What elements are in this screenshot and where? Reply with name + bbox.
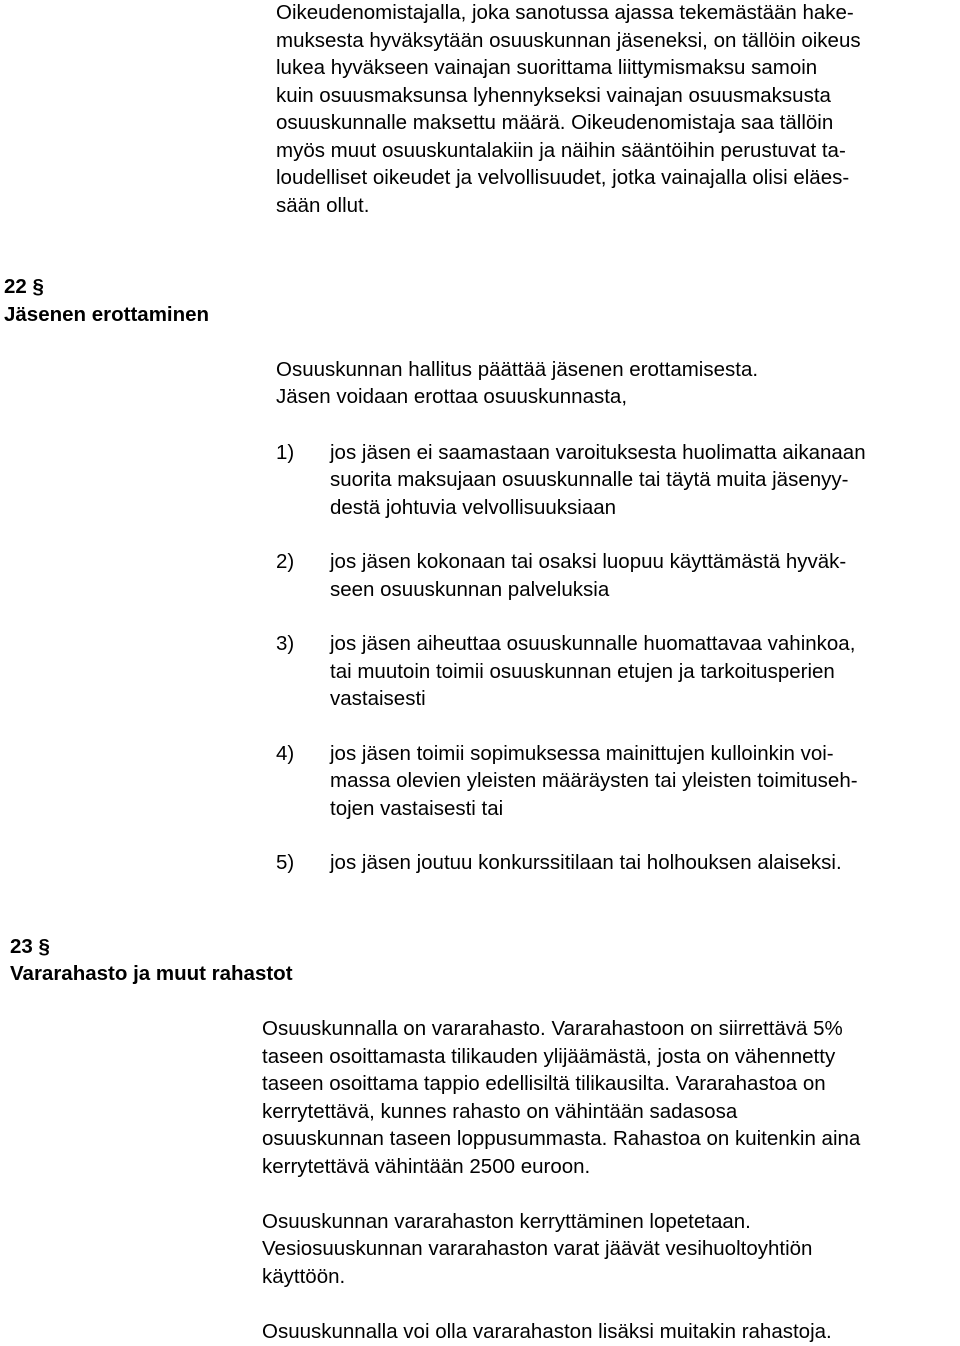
list-item-number: 2) <box>276 550 295 573</box>
text-line: jos jäsen toimii sopimuksessa mainittujen kulloinkin voi- <box>330 742 834 765</box>
text-line: jos jäsen joutuu konkurssitilaan tai holhouksen alaiseksi. <box>330 851 842 874</box>
text-line: kuin osuusmaksunsa lyhennykseksi vainajan osuusmaksusta <box>276 84 831 107</box>
text-line: taseen osoittama tappio edellisiltä tilikausilta. Vararahastoa on <box>262 1072 826 1095</box>
text-line: Jäsen voidaan erottaa osuuskunnasta, <box>276 385 628 408</box>
text-line: Osuuskunnan vararahaston kerryttäminen lopetetaan. <box>262 1210 751 1233</box>
text-line: seen osuuskunnan palveluksia <box>330 578 610 601</box>
text-line: Oikeudenomistajalla, joka sanotussa ajassa tekemästään hake- <box>276 1 854 24</box>
text-line: Osuuskunnalla on vararahasto. Vararahastoon on siirrettävä 5% <box>262 1017 843 1040</box>
text-line: vastaisesti <box>330 687 426 710</box>
text-line: massa olevien yleisten määräysten tai yleisten toimituseh- <box>330 769 858 792</box>
list-item-number: 3) <box>276 632 295 655</box>
list-item-number: 1) <box>276 441 295 464</box>
text-line: kerrytettävä vähintään 2500 euroon. <box>262 1155 591 1178</box>
list-item-number: 5) <box>276 851 295 874</box>
text-line: jos jäsen aiheuttaa osuuskunnalle huomattavaa vahinkoa, <box>330 632 856 655</box>
list-item-number: 4) <box>276 742 295 765</box>
text-line: muksesta hyväksytään osuuskunnan jäseneksi, on tällöin oikeus <box>276 29 861 52</box>
section-number: 23 § <box>10 935 50 958</box>
text-line: taseen osoittamasta tilikauden ylijäämästä, josta on vähennetty <box>262 1045 836 1068</box>
text-line: sään ollut. <box>276 194 370 217</box>
text-line: destä johtuvia velvollisuuksiaan <box>330 496 617 519</box>
text-line: Osuuskunnan hallitus päättää jäsenen erottamisesta. <box>276 358 759 381</box>
text-line: lukea hyväkseen vainajan suorittama liittymismaksu samoin <box>276 56 818 79</box>
text-line: jos jäsen ei saamastaan varoituksesta huolimatta aikanaan <box>330 441 866 464</box>
text-line: käyttöön. <box>262 1265 346 1288</box>
section-title: Jäsenen erottaminen <box>4 303 210 326</box>
text-line: jos jäsen kokonaan tai osaksi luopuu käyttämästä hyväk- <box>330 550 847 573</box>
text-line: loudelliset oikeudet ja velvollisuudet, jotka vainajalla olisi eläes- <box>276 166 850 189</box>
text-line: tojen vastaisesti tai <box>330 797 504 820</box>
text-line: Osuuskunnalla voi olla vararahaston lisäksi muitakin rahastoja. <box>262 1320 832 1343</box>
text-line: suorita maksujaan osuuskunnalle tai täytä muita jäsenyy- <box>330 468 849 491</box>
text-line: myös muut osuuskuntalakiin ja näihin sääntöihin perustuvat ta- <box>276 139 846 162</box>
text-line: kerrytettävä, kunnes rahasto on vähintään sadasosa <box>262 1100 738 1123</box>
text-line: Vesiosuuskunnan vararahaston varat jäävät vesihuoltoyhtiön <box>262 1237 813 1260</box>
section-number: 22 § <box>4 275 44 298</box>
text-line: tai muutoin toimii osuuskunnan etujen ja tarkoitusperien <box>330 660 835 683</box>
section-title: Vararahasto ja muut rahastot <box>10 962 293 985</box>
text-line: osuuskunnan taseen loppusummasta. Rahastoa on kuitenkin aina <box>262 1127 861 1150</box>
text-line: osuuskunnalle maksettu määrä. Oikeudenomistaja saa tällöin <box>276 111 834 134</box>
